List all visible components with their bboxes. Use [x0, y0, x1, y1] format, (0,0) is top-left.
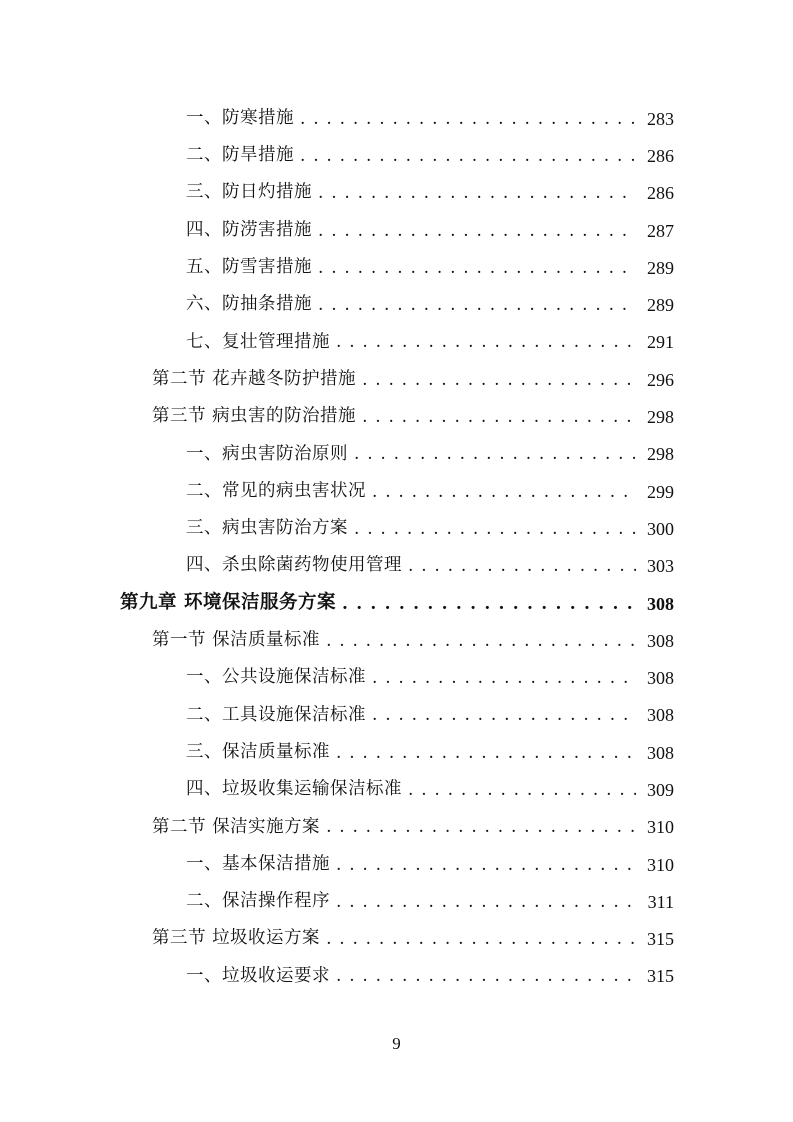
toc-section-entry[interactable] [0, 809, 674, 846]
toc-entry-title: 四、杀虫除菌药物使用管理 [186, 555, 402, 576]
toc-dot-leader [362, 370, 636, 390]
toc-item-entry[interactable] [0, 697, 674, 734]
toc-entry-title: 二、防旱措施 [186, 145, 294, 166]
toc-item-entry[interactable] [0, 286, 674, 323]
toc-entry-title: 第三节 垃圾收运方案 [152, 928, 321, 949]
toc-item-entry[interactable] [0, 473, 674, 510]
toc-entry-page-number: 308 [647, 705, 674, 726]
toc-entry-page-number: 289 [647, 257, 674, 278]
toc-entry-title: 第一节 保洁质量标准 [152, 630, 321, 651]
toc-entry-page-number: 298 [647, 407, 674, 428]
toc-item-entry[interactable] [0, 958, 674, 995]
page-number: 9 [392, 1034, 401, 1053]
toc-section-entry[interactable] [0, 361, 674, 398]
toc-dot-leader [336, 892, 636, 912]
toc-entry-title: 二、工具设施保洁标准 [186, 704, 366, 725]
toc-entry-page-number: 308 [647, 668, 674, 689]
toc-entry-page-number: 296 [647, 369, 674, 390]
toc-entry-page-number: 299 [647, 481, 674, 502]
toc-entry-title: 三、防日灼措施 [186, 182, 312, 203]
toc-item-entry[interactable] [0, 175, 674, 212]
toc-section-entry[interactable] [0, 398, 674, 435]
toc-entry-page-number: 303 [647, 556, 674, 577]
toc-dot-leader [318, 258, 636, 278]
toc-item-entry[interactable] [0, 510, 674, 547]
toc-entry-title: 第二节 花卉越冬防护措施 [152, 368, 357, 389]
toc-entry-page-number: 283 [647, 108, 674, 129]
toc-item-entry[interactable] [0, 436, 674, 473]
toc-chapter-entry[interactable] [0, 585, 674, 622]
toc-item-entry[interactable] [0, 212, 674, 249]
toc-item-entry[interactable] [0, 100, 674, 137]
toc-entry-title: 四、垃圾收集运输保洁标准 [186, 779, 402, 800]
table-of-contents [0, 100, 793, 995]
toc-item-entry[interactable] [0, 771, 674, 808]
toc-dot-leader [408, 556, 636, 576]
toc-entry-title: 一、防寒措施 [186, 107, 294, 128]
toc-entry-title: 一、公共设施保洁标准 [186, 667, 366, 688]
toc-dot-leader [318, 295, 636, 315]
toc-entry-page-number: 315 [647, 966, 674, 987]
toc-item-entry[interactable] [0, 548, 674, 585]
toc-entry-page-number: 287 [647, 220, 674, 241]
toc-dot-leader [336, 855, 636, 875]
toc-entry-title: 三、保洁质量标准 [186, 741, 330, 762]
toc-entry-title: 四、防涝害措施 [186, 219, 312, 240]
toc-entry-title: 第九章 环境保洁服务方案 [120, 592, 336, 614]
toc-entry-title: 一、基本保洁措施 [186, 853, 330, 874]
toc-dot-leader [408, 780, 636, 800]
toc-entry-page-number: 286 [647, 145, 674, 166]
toc-dot-leader [362, 407, 636, 427]
toc-entry-page-number: 308 [647, 630, 674, 651]
toc-dot-leader [336, 332, 636, 352]
toc-section-entry[interactable] [0, 921, 674, 958]
toc-entry-page-number: 311 [647, 891, 674, 912]
toc-entry-title: 第二节 保洁实施方案 [152, 816, 321, 837]
toc-entry-title: 七、复壮管理措施 [186, 331, 330, 352]
toc-dot-leader [336, 966, 636, 986]
toc-entry-page-number: 286 [647, 183, 674, 204]
toc-section-entry[interactable] [0, 622, 674, 659]
toc-dot-leader [326, 817, 636, 837]
toc-item-entry[interactable] [0, 846, 674, 883]
toc-item-entry[interactable] [0, 883, 674, 920]
toc-dot-leader [336, 743, 636, 763]
toc-entry-page-number: 291 [647, 332, 674, 353]
toc-entry-title: 五、防雪害措施 [186, 257, 312, 278]
toc-entry-title: 二、保洁操作程序 [186, 891, 330, 912]
toc-entry-title: 六、防抽条措施 [186, 294, 312, 315]
toc-entry-page-number: 289 [647, 295, 674, 316]
toc-entry-page-number: 309 [647, 779, 674, 800]
toc-dot-leader [372, 705, 636, 725]
toc-dot-leader [372, 668, 636, 688]
toc-entry-title: 第三节 病虫害的防治措施 [152, 406, 357, 427]
toc-dot-leader [354, 519, 636, 539]
toc-dot-leader [300, 146, 636, 166]
toc-entry-page-number: 308 [647, 742, 674, 763]
toc-dot-leader [342, 594, 636, 614]
toc-entry-page-number: 310 [647, 854, 674, 875]
toc-dot-leader [354, 444, 636, 464]
toc-entry-page-number: 300 [647, 518, 674, 539]
toc-entry-page-number: 308 [647, 593, 674, 614]
toc-item-entry[interactable] [0, 734, 674, 771]
toc-entry-title: 一、病虫害防治原则 [186, 443, 348, 464]
toc-dot-leader [326, 929, 636, 949]
toc-dot-leader [318, 183, 636, 203]
toc-entry-page-number: 310 [647, 817, 674, 838]
toc-item-entry[interactable] [0, 137, 674, 174]
toc-dot-leader [326, 631, 636, 651]
toc-item-entry[interactable] [0, 249, 674, 286]
toc-entry-title: 二、常见的病虫害状况 [186, 480, 366, 501]
toc-dot-leader [318, 221, 636, 241]
toc-entry-title: 三、病虫害防治方案 [186, 518, 348, 539]
toc-entry-page-number: 298 [647, 444, 674, 465]
toc-item-entry[interactable] [0, 324, 674, 361]
toc-item-entry[interactable] [0, 659, 674, 696]
toc-dot-leader [300, 109, 636, 129]
toc-dot-leader [372, 482, 636, 502]
toc-entry-title: 一、垃圾收运要求 [186, 965, 330, 986]
toc-entry-page-number: 315 [647, 929, 674, 950]
